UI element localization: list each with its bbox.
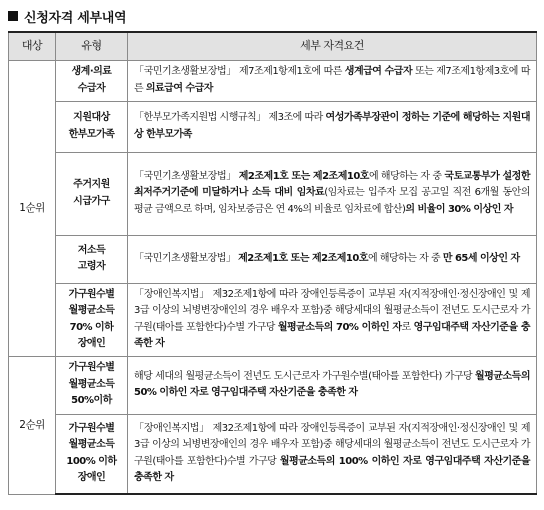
type-cell: [56, 414, 128, 494]
type-label-line: 시급가구: [73, 195, 110, 207]
detail-cell: [128, 60, 537, 101]
type-label-line: 월평균소득: [68, 305, 115, 316]
type-label-line: 70% 이하: [69, 321, 114, 333]
column-header-requirements: 세부 자격요건: [128, 32, 537, 60]
type-cell: [56, 152, 128, 235]
detail-text: 해당 세대의 월평균소득이 전년도 도시근로자 가구원수별(태아를 포함한다) 가구당: [134, 370, 476, 382]
type-label-line: 저소득: [77, 244, 106, 256]
detail-cell: [128, 414, 537, 494]
type-label-line: 한부모가족: [68, 128, 115, 140]
detail-text: 에 해당하는 자 중: [367, 252, 443, 264]
detail-emphasis: 생계급여 수급자: [344, 66, 413, 77]
rank-cell: 2순위: [9, 356, 56, 494]
column-header-type: 유형: [56, 32, 128, 60]
type-cell: [56, 235, 128, 283]
detail-text: 「국민기초생활보장법」: [134, 170, 239, 182]
type-label-line: 가구원수별: [68, 288, 115, 300]
detail-emphasis: 월평균소득의 100% 이하인 자로 영구임대주택 자산기준을 충족한 자: [134, 455, 530, 484]
detail-text: 「장애인복지법」 제32조제1항에 따라 장애인등록증이 교부된 자(지적장애인·정신장애인 및 제3급 이상의 뇌병변장애인의 경우 배우자 포함)중 해당세대의 월평균소득이 전년도 도시근로자 가구원(태아를 포함한다)수별 가구당: [134, 288, 530, 333]
detail-emphasis: 의료급여 수급자: [145, 82, 213, 94]
type-label-line: 50%이하: [71, 395, 112, 407]
section-heading: [8, 6, 126, 26]
detail-emphasis: 국토교통부가 설정한 최저주거기준에 미달하거나 소득 대비 임차료: [134, 170, 531, 199]
eligibility-table: [8, 31, 537, 495]
section-title: 신청자격 세부내역: [24, 10, 127, 26]
table-row: [9, 60, 537, 101]
detail-cell: [128, 101, 537, 152]
detail-emphasis: 만 65세 이상인 자: [442, 252, 520, 264]
detail-text: 또는 제7조제1항제3호에 따른: [134, 66, 530, 94]
detail-text: 「한부모가족지원법 시행규칙」 제3조에 따라: [134, 112, 326, 123]
type-label-line: 수급자: [77, 82, 106, 94]
detail-cell: [128, 356, 537, 414]
detail-text: (임차료는 입주자 모집 공고일 직전 6개월 동안의 평균 금액으로 하며, 임차보증금은 연 4%의 비율로 임차료에 합산): [134, 187, 530, 215]
type-label-line: 100% 이하: [66, 455, 117, 467]
detail-cell: [128, 152, 537, 235]
detail-text: 「국민기초생활보장법」 제7조제1항제1호에 따른: [134, 66, 345, 77]
table-row: [9, 414, 537, 494]
table-row: [9, 283, 537, 356]
square-bullet-icon: [8, 11, 18, 21]
type-label-line: 월평균소득: [68, 378, 115, 390]
type-label-line: 가구원수별: [68, 362, 115, 374]
detail-text: 「국민기초생활보장법」: [134, 252, 239, 264]
type-label-line: 장애인: [77, 472, 106, 484]
detail-text: 에 해당하는 자 중: [368, 170, 445, 182]
detail-emphasis: 월평균소득의 50% 이하인 자로 영구임대주택 자산기준을 충족한 자: [134, 370, 530, 398]
detail-emphasis: 제2조제1호 또는 제2조제10호: [238, 170, 369, 182]
table-row: [9, 152, 537, 235]
type-cell: [56, 356, 128, 414]
type-label-line: 장애인: [77, 338, 106, 349]
detail-emphasis: 영구임대주택 자산기준을 충족한 자: [134, 321, 530, 349]
detail-cell: [128, 283, 537, 356]
type-cell: [56, 283, 128, 356]
type-cell: [56, 101, 128, 152]
detail-emphasis: 여성가족부장관이 정하는 기준에 해당하는 지원대상 한부모가족: [134, 112, 530, 140]
type-cell: [56, 60, 128, 101]
type-label-line: 월평균소득: [68, 439, 115, 451]
type-label-line: 지원대상: [73, 112, 110, 123]
detail-text: 로: [401, 321, 414, 333]
table-row: [9, 101, 537, 152]
table-header-row: [9, 32, 537, 60]
detail-cell: [128, 235, 537, 283]
rank-cell: 1순위: [9, 60, 56, 356]
type-label-line: 가구원수별: [68, 422, 115, 434]
type-label-line: 생계·의료: [71, 66, 112, 77]
table-row: [9, 356, 537, 414]
detail-emphasis: 제2조제1호 또는 제2조제10호: [238, 252, 368, 264]
type-label-line: 주거지원: [73, 179, 110, 190]
detail-emphasis: 월평균소득의 70% 이하인 자: [277, 321, 402, 333]
detail-text: 「장애인복지법」 제32조제1항에 따라 장애인등록증이 교부된 자(지적장애인·정신장애인 및 제3급 이상의 뇌병변장애인의 경우 배우자 포함)중 해당세대의 월평균소득이 전년도 도시근로자 가구원(태아를 포함한다)수별 가구당: [134, 422, 530, 467]
column-header-target: 대상: [9, 32, 56, 60]
detail-emphasis: 의 비율이 30% 이상인 자: [405, 203, 514, 215]
table-row: [9, 235, 537, 283]
type-label-line: 고령자: [77, 261, 106, 272]
